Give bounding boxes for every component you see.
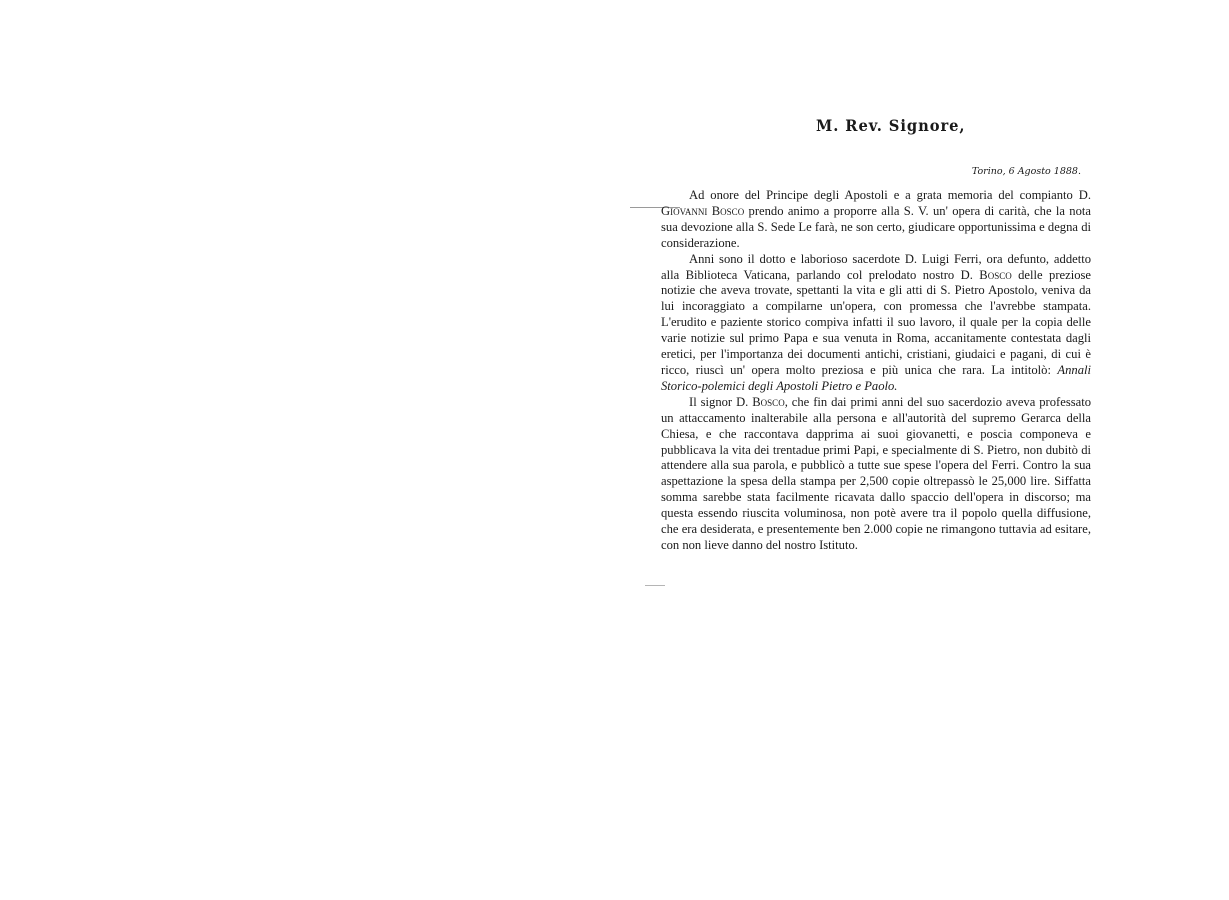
paragraph-2-text-b: delle preziose notizie che aveva trovate, spettanti la vita e gli atti di S. Pietro Apostolo, veniva da lui incoraggiato a compilarne un'opera, con promessa che l'avrebbe stampata. L'erudito e paziente storico compiva infatti il suo lavoro, il quale per la copia delle varie notizie sul primo Papa e sua venuta in Roma, accanitamente contestata dagli eretici, per l'importanza dei documenti antichi, cristiani, giudaici e pagani, di cui è ricco, riuscì un' opera molto preziosa e più unica che rara. La intitolò: (661, 267, 1091, 377)
paragraph-3 (661, 395, 1091, 554)
person-name: Bosco (979, 267, 1012, 282)
paragraph-2 (661, 252, 1091, 395)
person-name-last: Bosco (711, 203, 745, 218)
letter (661, 110, 1091, 554)
dateline: Torino, 6 Agosto 1888. (971, 166, 1081, 177)
scan-artifact-line (645, 585, 665, 586)
paragraph-1-text-b: prendo animo a proporre alla S. V. un' opera di carità, che la nota sua devozione alla S. Sede Le farà, ne son certo, giudicare opportunissima e degna di considerazione. (661, 203, 1091, 250)
book-title: Annali Storico-polemici degli Apostoli Pietro e Paolo. (661, 362, 1091, 393)
paragraph-2-text-a: Anni sono il dotto e laborioso sacerdote D. Luigi Ferri, ora defunto, addetto alla Biblioteca Vaticana, parlando col prelodato nostro D. (661, 251, 1091, 282)
paragraph-3-text-b: , che fin dai primi anni del suo sacerdozio aveva professato un attaccamento inalterabile alla persona e all'autorità del supremo Gerarca della Chiesa, e che raccontava dapprima ai suoi giovanetti, e poscia componeva e pubblicava la vita dei trentadue primi Papi, e specialmente di S. Pietro, non dubitò di attendere alla sua parola, e pubblicò a tutte sue spese l'opera del Ferri. Contro la sua aspettazione la spesa della stampa per 2,500 copie oltrepassò le 25,000 lire. Siffatta somma sarebbe stata facilmente ricavata dallo spaccio dell'opera in discorso; ma questa essendo riuscita voluminosa, non potè avere tra il popolo quella diffusione, che era desiderata, e presentemente ben 2.000 copie ne rimangono tuttavia ad esitare, con non lieve danno del nostro Istituto. (661, 394, 1092, 552)
paragraph-3-text-a: Il signor D. (689, 394, 753, 409)
salutation: M. Rev. Signore, (815, 116, 966, 135)
paragraph-1-text-a: Ad onore del Principe degli Apostoli e a grata memoria del compianto D. (689, 188, 1091, 202)
person-name-first: Giovanni (661, 203, 708, 218)
paragraph-1 (661, 188, 1091, 252)
person-name: Bosco (752, 394, 785, 409)
letter-body (661, 188, 1091, 554)
